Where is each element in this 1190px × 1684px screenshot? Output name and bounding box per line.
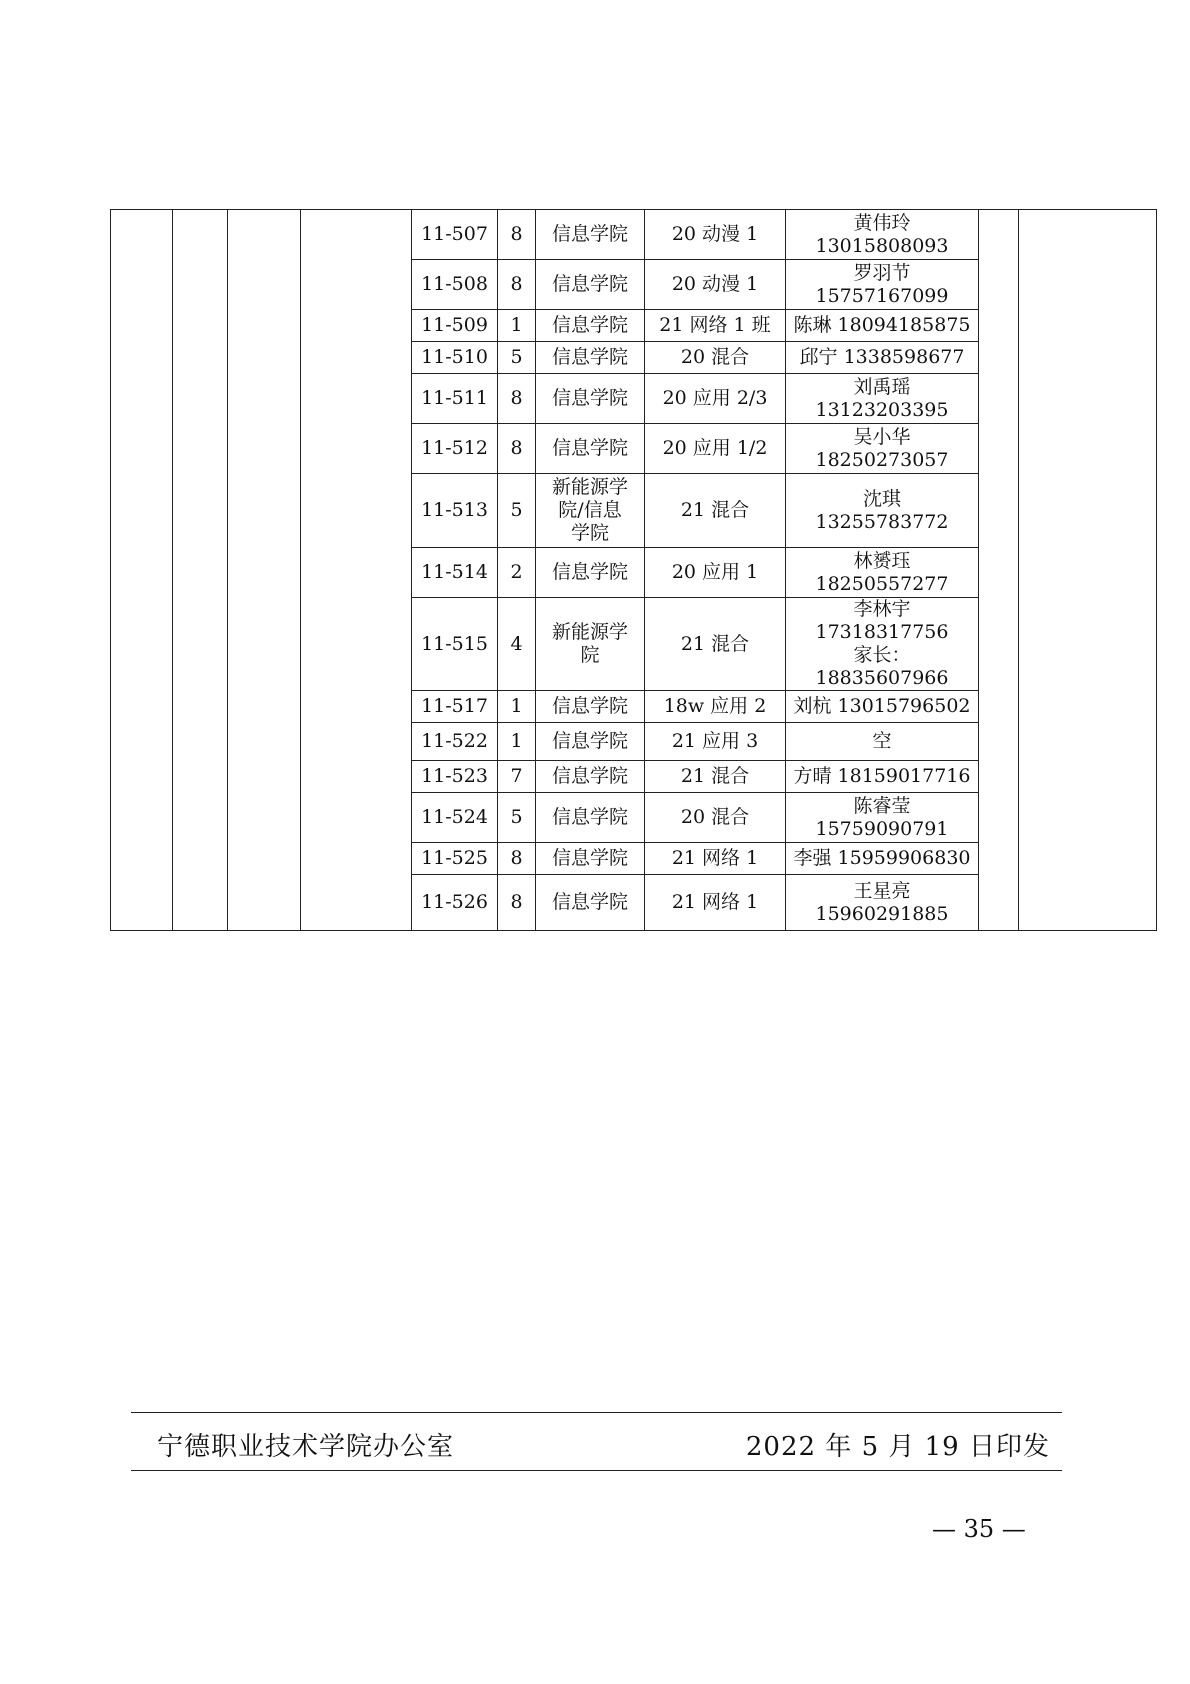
room-number-cell: 11-507 [412,210,498,260]
room-number-cell: 11-526 [412,875,498,931]
contact-cell [786,793,979,843]
room-number-cell: 11-523 [412,761,498,793]
college-cell [536,474,645,548]
college-cell [536,691,645,723]
contact-cell-line: 13255783772 [815,510,949,533]
college-cell-line: 信息学院 [551,765,628,787]
contact-cell-line: 李强 15959906830 [793,847,971,869]
contact-cell-line: 家长：18835607966 [815,644,949,689]
occupant-count-cell: 8 [498,843,536,875]
occupant-count-cell: 5 [498,474,536,548]
college-cell [536,843,645,875]
college-cell-line: 信息学院 [551,437,628,459]
blank-merged-cell [301,210,412,931]
room-number-cell: 11-512 [412,424,498,474]
college-cell [536,761,645,793]
occupant-count-cell: 8 [498,374,536,424]
class-cell: 20 应用 1/2 [645,424,786,474]
occupant-count-cell: 1 [498,691,536,723]
college-cell [536,260,645,310]
college-cell-line: 信息学院 [551,806,628,828]
contact-cell [786,691,979,723]
room-number-cell: 11-515 [412,598,498,691]
contact-cell-line: 13015808093 [815,234,949,257]
contact-cell-line: 方晴 18159017716 [793,765,971,787]
college-cell [536,548,645,598]
contact-cell [786,210,979,260]
contact-cell [786,374,979,424]
college-cell-line: 院/信息 [558,499,622,521]
college-cell-line: 新能源学 [551,621,628,643]
contact-cell-line: 黄伟玲 [853,211,911,234]
occupant-count-cell: 8 [498,260,536,310]
blank-merged-cell [228,210,301,931]
occupant-count-cell: 5 [498,342,536,374]
college-cell-line: 信息学院 [551,695,628,717]
contact-cell [786,424,979,474]
contact-cell-line: 吴小华 [853,425,911,448]
class-cell: 21 混合 [645,761,786,793]
contact-cell-line: 空 [872,730,892,752]
blank-merged-cell [111,210,173,931]
college-cell [536,723,645,761]
room-number-cell: 11-511 [412,374,498,424]
college-cell [536,793,645,843]
room-number-cell: 11-510 [412,342,498,374]
contact-cell-line: 13123203395 [815,398,949,421]
occupant-count-cell: 8 [498,424,536,474]
college-cell-line: 信息学院 [551,891,628,913]
room-number-cell: 11-513 [412,474,498,548]
contact-cell-line: 林赟珏 [853,549,911,572]
college-cell-line: 信息学院 [551,730,628,752]
class-cell: 20 动漫 1 [645,260,786,310]
college-cell-line: 信息学院 [551,273,628,295]
contact-cell [786,875,979,931]
contact-cell-line: 邱宁 1338598677 [799,346,965,368]
college-cell-line: 新能源学 [551,476,628,498]
room-number-cell: 11-508 [412,260,498,310]
contact-cell-line: 18250273057 [815,448,949,471]
blank-merged-cell [1019,210,1157,931]
room-number-cell: 11-514 [412,548,498,598]
dormitory-table [110,209,1157,931]
contact-cell [786,598,979,691]
occupant-count-cell: 1 [498,310,536,342]
contact-cell-line: 陈琳 18094185875 [793,314,971,336]
contact-cell-line: 15960291885 [815,902,949,925]
room-number-cell: 11-509 [412,310,498,342]
contact-cell-line: 刘禹瑶 [853,375,911,398]
contact-cell [786,548,979,598]
class-cell: 20 动漫 1 [645,210,786,260]
occupant-count-cell: 4 [498,598,536,691]
room-number-cell: 11-525 [412,843,498,875]
contact-cell [786,260,979,310]
college-cell [536,424,645,474]
contact-cell-line: 17318317756 [815,621,949,643]
blank-merged-cell [979,210,1019,931]
contact-cell-line: 15757167099 [815,284,949,307]
blank-merged-cell [173,210,228,931]
college-cell-line: 信息学院 [551,346,628,368]
contact-cell [786,474,979,548]
class-cell: 21 应用 3 [645,723,786,761]
class-cell: 20 混合 [645,793,786,843]
contact-cell [786,342,979,374]
class-cell: 21 网络 1 班 [645,310,786,342]
college-cell [536,374,645,424]
class-cell: 21 网络 1 [645,843,786,875]
college-cell [536,598,645,691]
contact-cell [786,723,979,761]
contact-cell-line: 刘杭 13015796502 [793,695,971,717]
class-cell: 21 混合 [645,598,786,691]
room-number-cell: 11-524 [412,793,498,843]
college-cell-line: 信息学院 [551,314,628,336]
occupant-count-cell: 7 [498,761,536,793]
occupant-count-cell: 8 [498,210,536,260]
contact-cell-line: 罗羽节 [853,261,911,284]
college-cell-line: 信息学院 [551,387,628,409]
class-cell: 20 应用 2/3 [645,374,786,424]
room-number-cell: 11-517 [412,691,498,723]
college-cell-line: 信息学院 [551,561,628,583]
occupant-count-cell: 8 [498,875,536,931]
issuer-name: 宁德职业技术学院办公室 [157,1432,455,1462]
occupant-count-cell: 2 [498,548,536,598]
table-row [111,210,1157,260]
college-cell [536,342,645,374]
contact-cell-line: 18250557277 [815,572,949,595]
contact-cell-line: 李林宇 [853,598,911,620]
class-cell: 21 混合 [645,474,786,548]
college-cell-line: 院 [580,644,600,666]
class-cell: 21 网络 1 [645,875,786,931]
contact-cell [786,310,979,342]
college-cell-line: 学院 [570,522,609,544]
contact-cell-line: 陈睿莹 [853,794,911,817]
contact-cell [786,761,979,793]
college-cell [536,210,645,260]
occupant-count-cell: 5 [498,793,536,843]
college-cell-line: 信息学院 [551,847,628,869]
contact-cell-line: 沈琪 [862,487,901,510]
issue-date: 2022 年 5 月 19 日印发 [745,1432,1050,1462]
class-cell: 18w 应用 2 [645,691,786,723]
contact-cell-line: 15759090791 [815,817,949,840]
page-number: — 35 — [932,1515,1026,1543]
college-cell-line: 信息学院 [551,223,628,245]
contact-cell [786,843,979,875]
college-cell [536,310,645,342]
college-cell [536,875,645,931]
class-cell: 20 混合 [645,342,786,374]
document-footer [131,1412,1062,1471]
class-cell: 20 应用 1 [645,548,786,598]
contact-cell-line: 王星亮 [853,879,911,902]
occupant-count-cell: 1 [498,723,536,761]
room-number-cell: 11-522 [412,723,498,761]
